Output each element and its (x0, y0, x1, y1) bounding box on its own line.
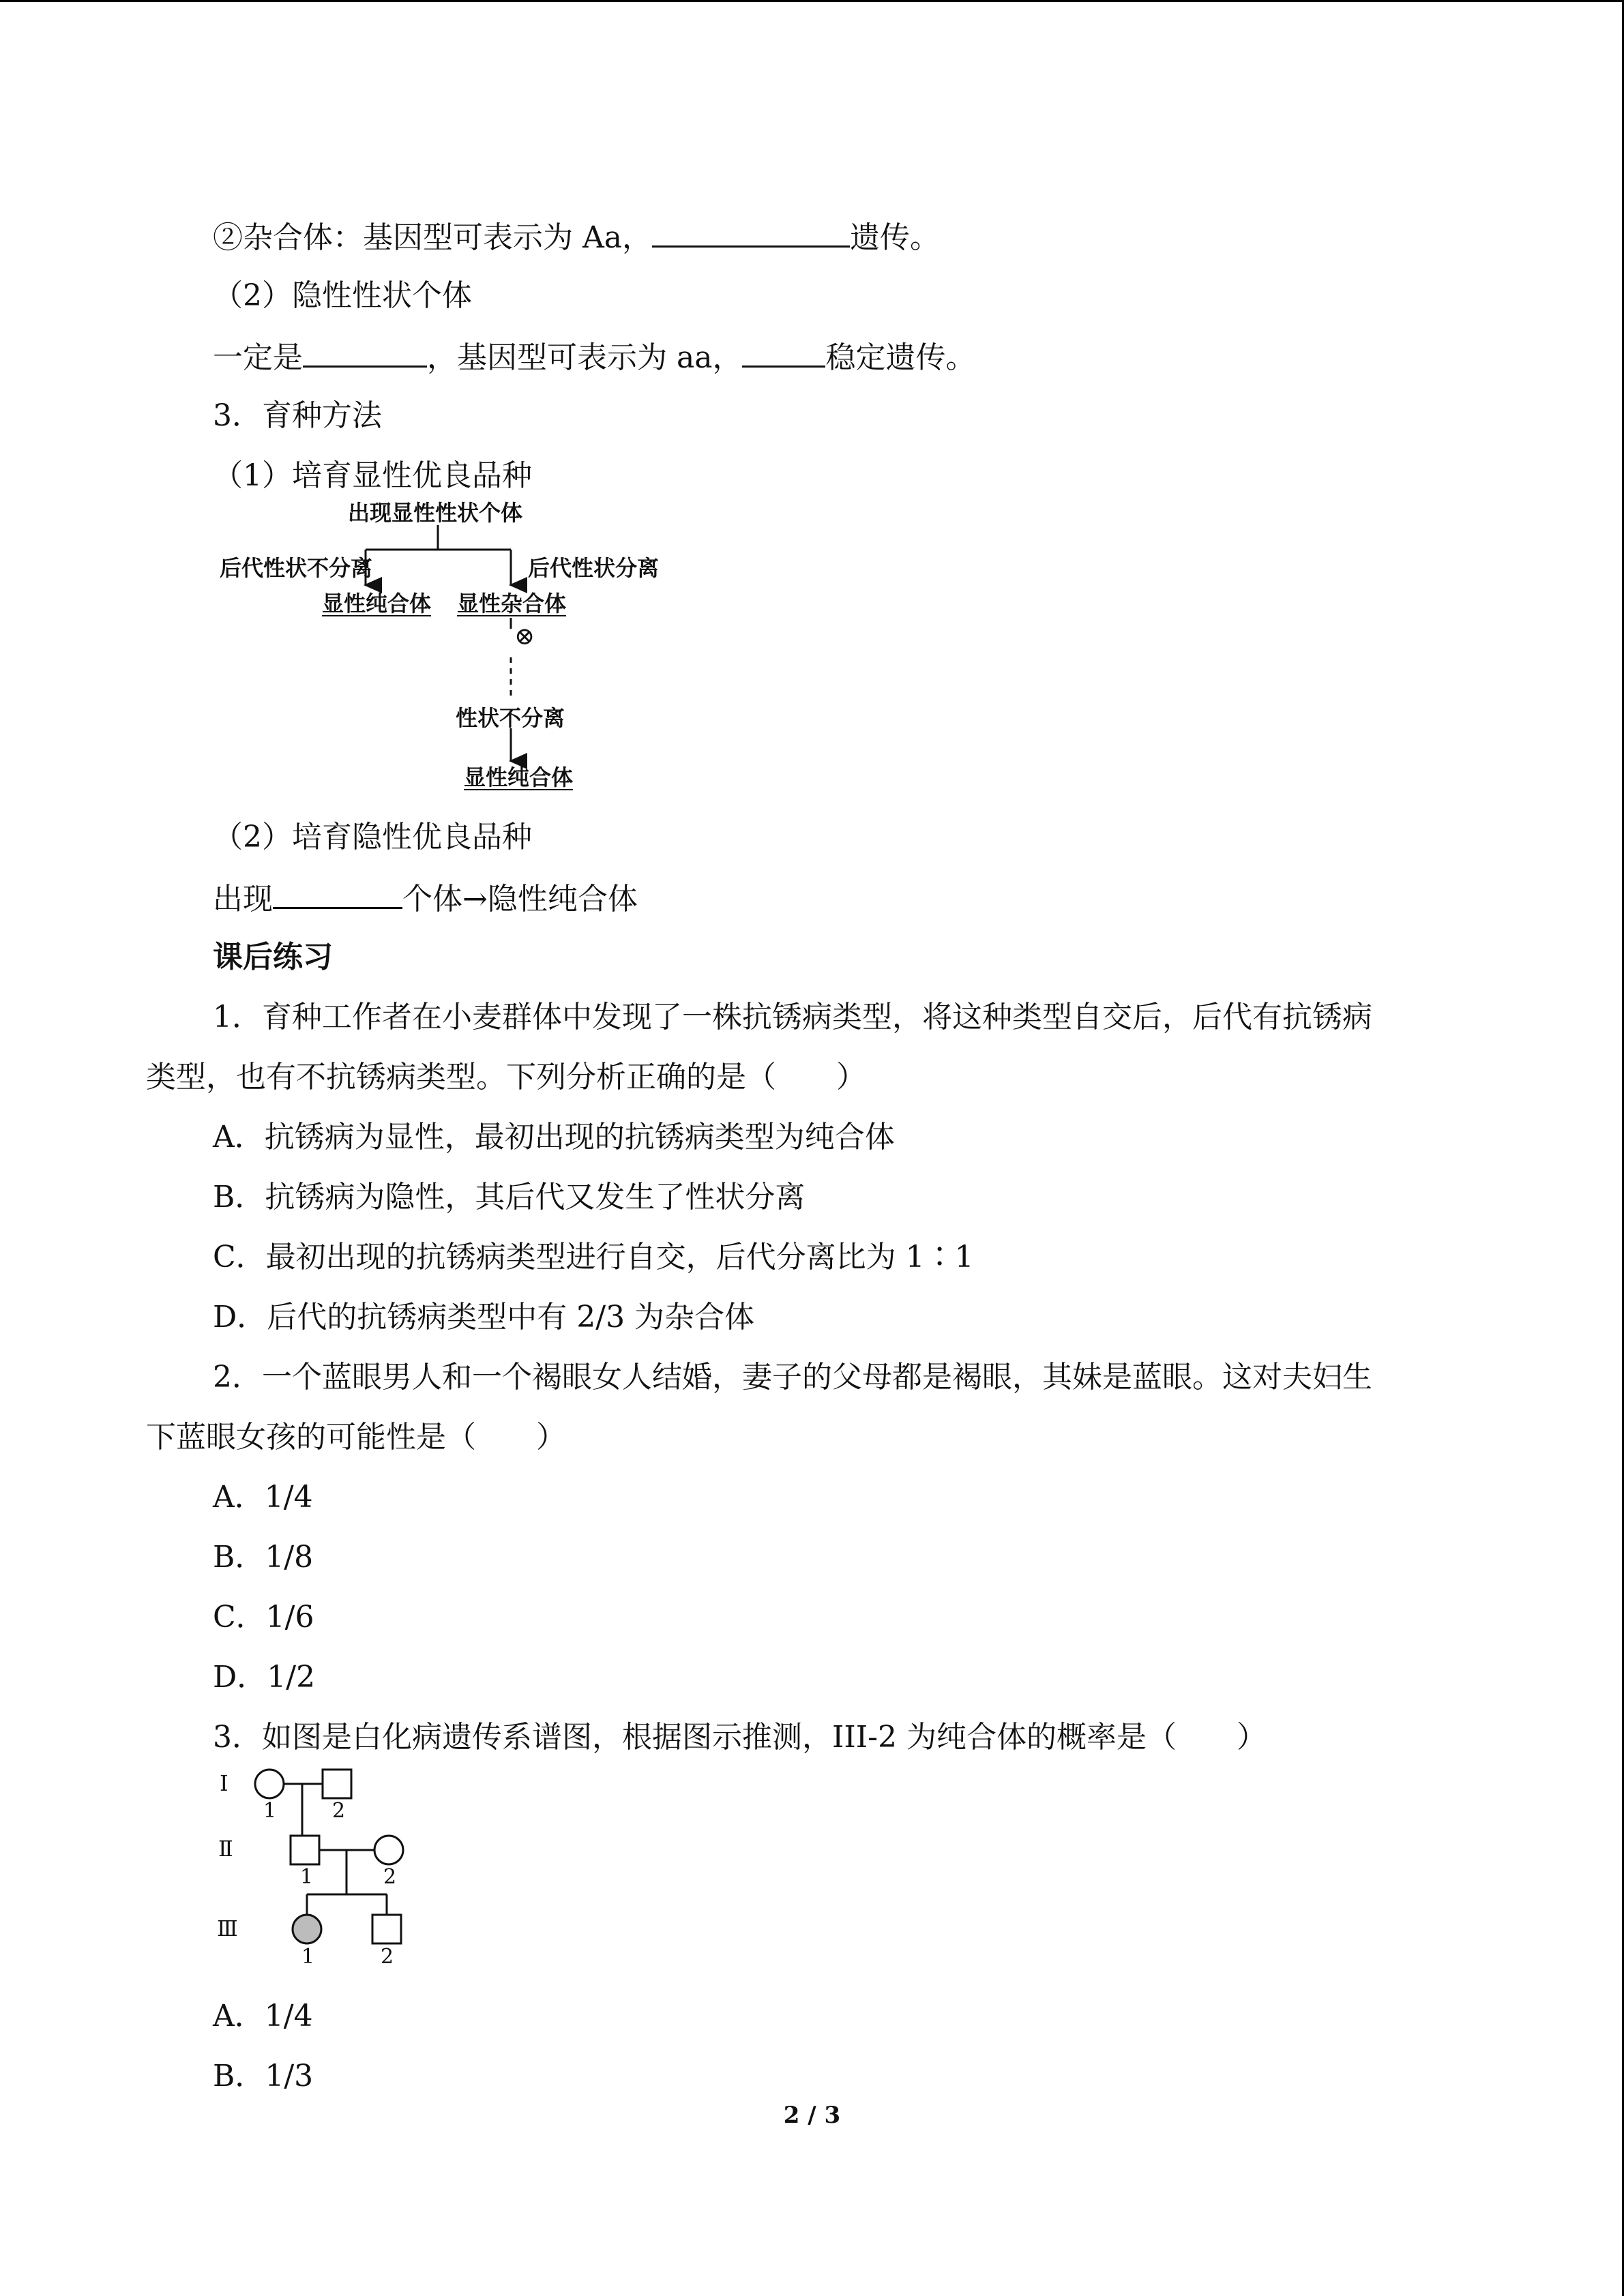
flow-left-branch-label: 后代性状不分离 (220, 555, 373, 581)
individual-number: 2 (381, 1945, 394, 1969)
female-symbol (255, 1770, 284, 1798)
male-symbol (372, 1915, 401, 1943)
question-1-option-b[interactable]: B．抗锈病为隐性，其后代又发生了性状分离 (213, 1180, 806, 1214)
generation-3-label: Ⅲ (217, 1915, 238, 1941)
question-1-option-a[interactable]: A．抗锈病为显性，最初出现的抗锈病类型为纯合体 (213, 1120, 895, 1154)
page-number: 2 / 3 (783, 2102, 841, 2129)
appear-text: 出现 (213, 882, 273, 916)
question-3-stem: 3．如图是白化病遗传系谱图，根据图示推测，III-2 为纯合体的概率是（ ） (213, 1720, 1267, 1755)
question-2-option-c[interactable]: C．1/6 (213, 1600, 314, 1635)
male-symbol (291, 1836, 319, 1864)
hetero-text: ②杂合体：基因型可表示为 Aa， (213, 220, 652, 255)
question-2-stem: 2．一个蓝眼男人和一个褐眼女人结婚，妻子的父母都是褐眼，其妹是蓝眼。这对夫妇生 (213, 1360, 1372, 1395)
recessive-breeding-heading: （2）培育隐性优良品种 (213, 820, 532, 854)
dominant-breeding-heading: （1）培育显性优良品种 (213, 458, 532, 493)
question-1-option-d[interactable]: D．后代的抗锈病类型中有 2/3 为杂合体 (213, 1300, 755, 1335)
generation-2-label: Ⅱ (218, 1836, 233, 1862)
flow-right-result: 显性杂合体 (457, 591, 567, 616)
recessive-text-mid: ，基因型可表示为 aa， (427, 340, 743, 375)
individual-number: 1 (300, 1865, 314, 1889)
individual-number: 1 (263, 1799, 277, 1823)
question-2-option-d[interactable]: D．1/2 (213, 1660, 316, 1695)
method-heading: 3．育种方法 (213, 398, 382, 433)
recessive-text: 一定是 (213, 340, 303, 375)
question-2-option-b[interactable]: B．1/8 (213, 1540, 314, 1575)
question-3-option-a[interactable]: A．1/4 (213, 1999, 313, 2033)
recessive-heading: （2）隐性性状个体 (213, 278, 472, 313)
flow-final-result: 显性纯合体 (464, 764, 574, 790)
male-symbol (323, 1770, 351, 1798)
selfing-symbol: ⊗ (514, 623, 535, 651)
flow-right-branch-label: 后代性状分离 (528, 555, 660, 581)
question-1-option-c[interactable]: C．最初出现的抗锈病类型进行自交，后代分离比为 1∶1 (213, 1240, 974, 1274)
question-1-stem-cont: 类型，也有不抗锈病类型。下列分析正确的是（ ） (146, 1060, 866, 1094)
appear-text-end: 个体→隐性纯合体 (402, 882, 638, 916)
section-title: 课后练习 (213, 940, 333, 974)
recessive-text-end: 稳定遗传。 (825, 340, 976, 375)
individual-number: 2 (383, 1865, 397, 1889)
question-2-stem-cont: 下蓝眼女孩的可能性是（ ） (146, 1420, 566, 1455)
hetero-text-end: 遗传。 (850, 220, 940, 255)
flow-top-label: 出现显性性状个体 (348, 500, 523, 526)
question-1-stem: 1．育种工作者在小麦群体中发现了一株抗锈病类型，将这种类型自交后，后代有抗锈病 (213, 1000, 1372, 1034)
female-symbol (374, 1836, 403, 1864)
individual-number: 1 (301, 1945, 315, 1969)
generation-1-label: Ⅰ (220, 1770, 228, 1796)
individual-number: 2 (332, 1799, 346, 1823)
flow-left-result: 显性纯合体 (322, 591, 432, 616)
question-2-option-a[interactable]: A．1/4 (213, 1480, 313, 1515)
affected-female-symbol (293, 1915, 321, 1943)
question-3-option-b[interactable]: B．1/3 (213, 2059, 314, 2093)
flow-middle-label: 性状不分离 (456, 705, 565, 731)
